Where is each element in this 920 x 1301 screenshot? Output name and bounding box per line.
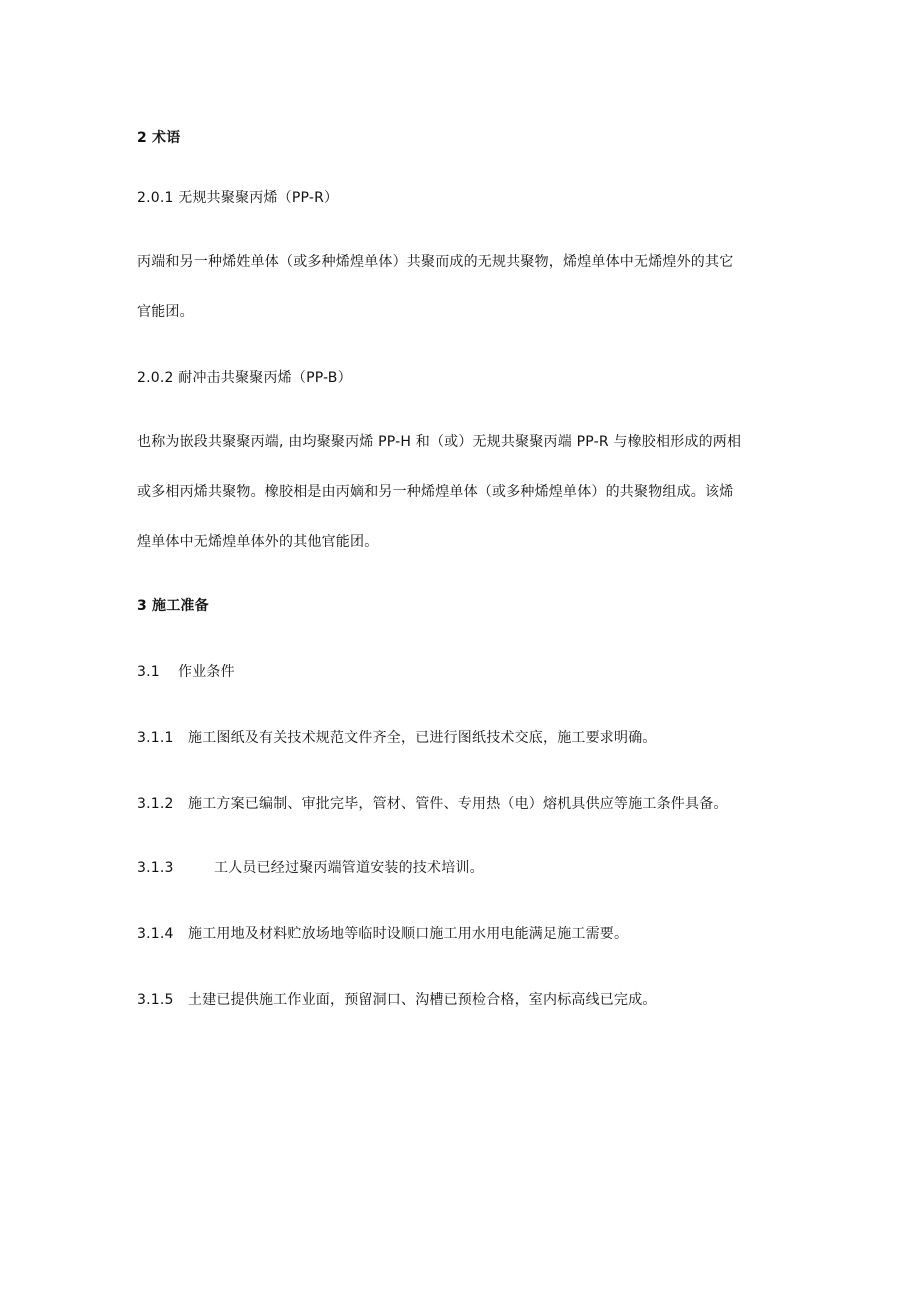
term-2-0-2-title: 2.0.2 耐冲击共聚聚丙烯（PP-B） <box>137 370 352 386</box>
clause-number: 3.1.2 <box>137 796 174 812</box>
clause-number: 3.1.3 <box>137 860 174 876</box>
clause-text: 施工方案已编制、审批完毕，管材、管件、专用热（电）熔机具供应等施工条件具备。 <box>188 796 728 812</box>
clause-number: 3.1.4 <box>137 926 174 942</box>
clause-number: 3.1.5 <box>137 992 174 1008</box>
subsection-3-1 <box>137 662 235 682</box>
section-3-heading: 3 施工准备 <box>137 598 209 614</box>
subsection-title: 作业条件 <box>178 664 235 680</box>
clause-3-1-4 <box>137 924 628 944</box>
term-2-0-2-body-line-3: 煌单体中无烯煌单体外的其他官能团。 <box>137 534 379 550</box>
clause-text: 施工图纸及有关技术规范文件齐全，已进行图纸技术交底，施工要求明确。 <box>188 730 657 746</box>
clause-3-1-3 <box>137 858 484 878</box>
section-2-heading: 2 术语 <box>137 130 181 146</box>
term-2-0-1-body-line-1: 丙端和另一种烯姓单体（或多种烯煌单体）共聚而成的无规共聚物，烯煌单体中无烯煌外的其它 <box>137 254 734 270</box>
subsection-number: 3.1 <box>137 664 160 680</box>
clause-number: 3.1.1 <box>137 730 174 746</box>
clause-3-1-5 <box>137 990 657 1010</box>
clause-3-1-1 <box>137 728 657 748</box>
clause-3-1-2 <box>137 794 728 814</box>
clause-text: 工人员已经过聚丙端管道安装的技术培训。 <box>214 860 484 876</box>
term-2-0-2-body-line-1: 也称为嵌段共聚聚丙端, 由均聚聚丙烯 PP-H 和（或）无规共聚聚丙端 PP-R 与橡胶相形成的两相 <box>137 434 742 450</box>
term-2-0-1-title: 2.0.1 无规共聚聚丙烯（PP-R） <box>137 190 339 206</box>
clause-text: 施工用地及材料贮放场地等临时设顺口施工用水用电能满足施工需要。 <box>188 926 629 942</box>
term-2-0-2-body-line-2: 或多相丙烯共聚物。橡胶相是由丙嫡和另一种烯煌单体（或多种烯煌单体）的共聚物组成。该烯 <box>137 484 734 500</box>
clause-text: 土建已提供施工作业面，预留洞口、沟槽已预检合格，室内标高线已完成。 <box>188 992 657 1008</box>
term-2-0-1-body-line-2: 官能团。 <box>137 304 194 320</box>
